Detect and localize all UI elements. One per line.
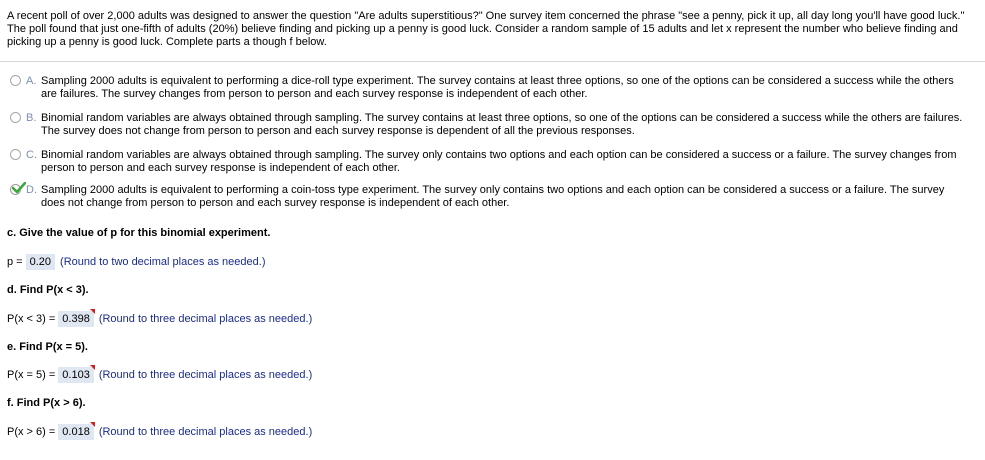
part-f-hint: (Round to three decimal places as needed.) — [98, 426, 313, 438]
option-c[interactable] — [10, 149, 970, 175]
part-f-question: f. Find P(x > 6). — [7, 397, 86, 409]
part-c-label: p = — [7, 256, 23, 268]
radio-option-c[interactable] — [10, 149, 21, 160]
option-b[interactable] — [10, 112, 970, 138]
part-f-answer-row — [7, 423, 312, 441]
part-e-label: P(x = 5) = — [7, 369, 56, 381]
part-d-answer-field[interactable]: 0.398 — [58, 311, 94, 327]
part-f-answer-field[interactable]: 0.018 — [58, 424, 94, 440]
checkmark-icon — [12, 182, 26, 194]
option-d-letter: D. — [26, 184, 37, 196]
part-c-question: c. Give the value of p for this binomial experiment. — [7, 227, 271, 239]
radio-option-a[interactable] — [10, 75, 21, 86]
option-b-letter: B. — [26, 112, 37, 124]
part-d-answer-row — [7, 310, 312, 328]
option-d[interactable] — [10, 184, 970, 210]
divider — [0, 61, 985, 62]
option-b-text: Binomial random variables are always obtained through sampling. The survey contains at least three options, so one of the options can be considered a success while the others are failures. The survey does not change from person to person and each survey response is dependent of all the previous responses. — [41, 112, 963, 137]
option-c-letter: C. — [26, 149, 37, 161]
option-a[interactable] — [10, 75, 970, 101]
part-c-hint: (Round to two decimal places as needed.) — [60, 256, 266, 268]
part-e-answer-field[interactable]: 0.103 — [58, 367, 94, 383]
option-a-text: Sampling 2000 adults is equivalent to performing a dice-roll type experiment. The survey contains at least three options, so one of the options can be considered a success while the others are failures. The survey changes from person to person and each survey response is independent of each other. — [41, 75, 954, 100]
option-d-text: Sampling 2000 adults is equivalent to performing a coin-toss type experiment. The survey only contains two options and each option can be considered a success or a failure. The survey does not change from person to person and each survey response is independent of each other. — [41, 184, 945, 209]
part-d-question: d. Find P(x < 3). — [7, 284, 89, 296]
part-f-label: P(x > 6) = — [7, 426, 56, 438]
part-e-answer-row — [7, 366, 312, 384]
radio-option-b[interactable] — [10, 112, 21, 123]
option-a-letter: A. — [26, 75, 37, 87]
part-c-answer-field[interactable]: 0.20 — [26, 254, 55, 270]
radio-option-d[interactable] — [10, 184, 21, 195]
part-d-label: P(x < 3) = — [7, 313, 56, 325]
part-d-hint: (Round to three decimal places as needed.) — [98, 313, 313, 325]
part-e-hint: (Round to three decimal places as needed.) — [98, 369, 313, 381]
part-c-answer-row — [7, 253, 265, 271]
option-c-text: Binomial random variables are always obtained through sampling. The survey only contains two options and each option can be considered a success or a failure. The survey changes from person to person and each survey response is independent of each other. — [41, 149, 957, 174]
part-e-question: e. Find P(x = 5). — [7, 341, 88, 353]
problem-statement: A recent poll of over 2,000 adults was designed to answer the question "Are adults superstitious?" One survey item concerned the phrase "see a penny, pick it up, all day long you'll have good luck." The poll found that just one-fifth of adults (20%) believe finding and picking up a penny is good luck. Consider a random sample of 15 adults and let x represent the number who believe finding and picking up a penny is good luck. Complete parts a though f below. — [7, 10, 965, 48]
